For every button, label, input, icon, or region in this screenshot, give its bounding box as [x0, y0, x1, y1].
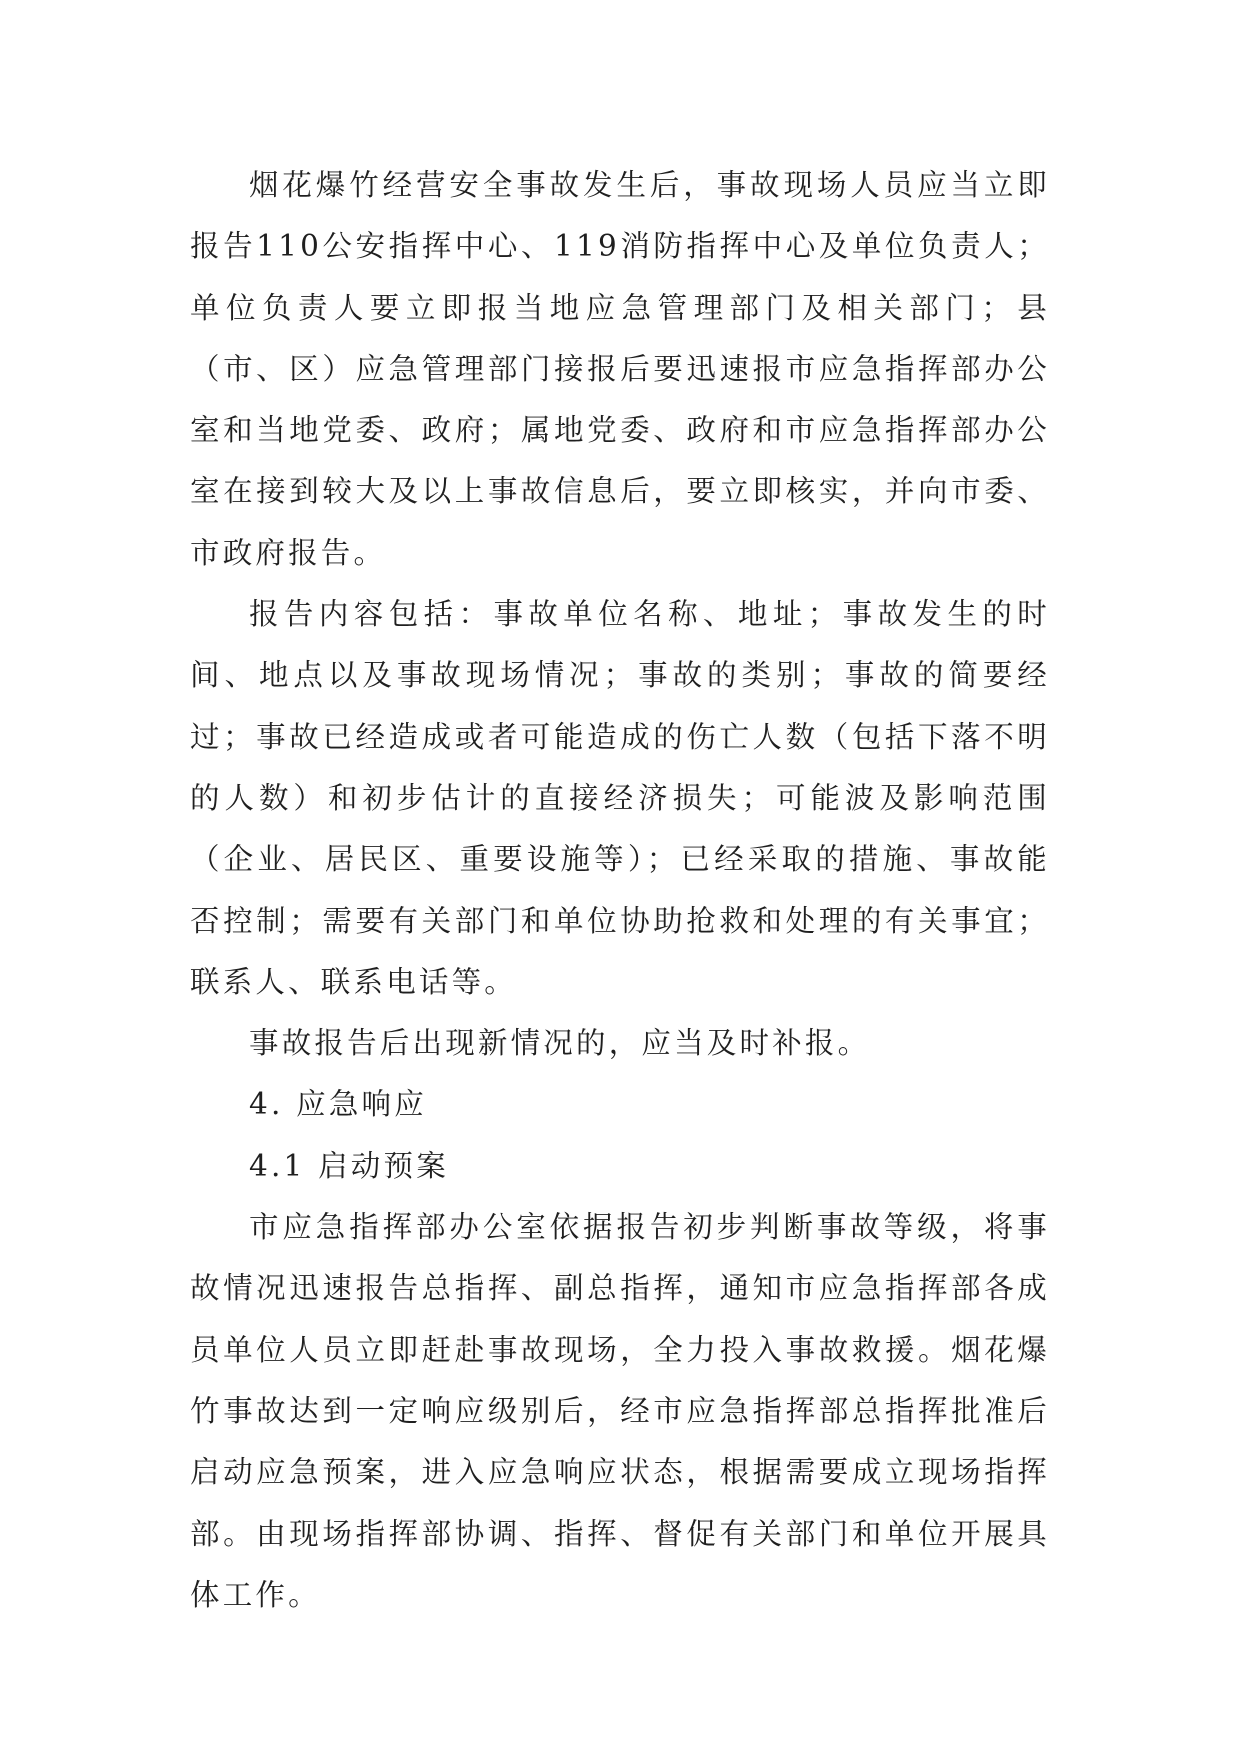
subsection-heading-activate-plan: 4.1 启动预案	[249, 1148, 449, 1183]
document-body	[190, 155, 1050, 1626]
paragraph-activate-plan: 市应急指挥部办公室依据报告初步判断事故等级，将事故情况迅速报告总指挥、副总指挥，通知市应急指挥部各成员单位人员立即赶赴事故现场，全力投入事故救援。烟花爆竹事故达到一定响应级别后，经市应急指挥部总指挥批准后启动应急预案，进入应急响应状态，根据需要成立现场指挥部。由现场指挥部协调、指挥、督促有关部门和单位开展具体工作。	[190, 1210, 1050, 1612]
paragraph-supplementary-report: 事故报告后出现新情况的，应当及时补报。	[249, 1026, 871, 1061]
paragraph-report-contents: 报告内容包括：事故单位名称、地址；事故发生的时间、地点以及事故现场情况；事故的类别；事故的简要经过；事故已经造成或者可能造成的伤亡人数（包括下落不明的人数）和初步估计的直接经济损失；可能波及影响范围（企业、居民区、重要设施等）；已经采取的措施、事故能否控制；需要有关部门和单位协助抢救和处理的有关事宜；联系人、联系电话等。	[190, 597, 1050, 999]
paragraph-incident-reporting: 烟花爆竹经营安全事故发生后，事故现场人员应当立即报告110公安指挥中心、119消防指挥中心及单位负责人；单位负责人要立即报当地应急管理部门及相关部门；县（市、区）应急管理部门接报后要迅速报市应急指挥部办公室和当地党委、政府；属地党委、政府和市应急指挥部办公室在接到较大及以上事故信息后，要立即核实，并向市委、市政府报告。	[190, 168, 1050, 570]
section-heading-emergency-response: 4. 应急响应	[249, 1087, 427, 1122]
